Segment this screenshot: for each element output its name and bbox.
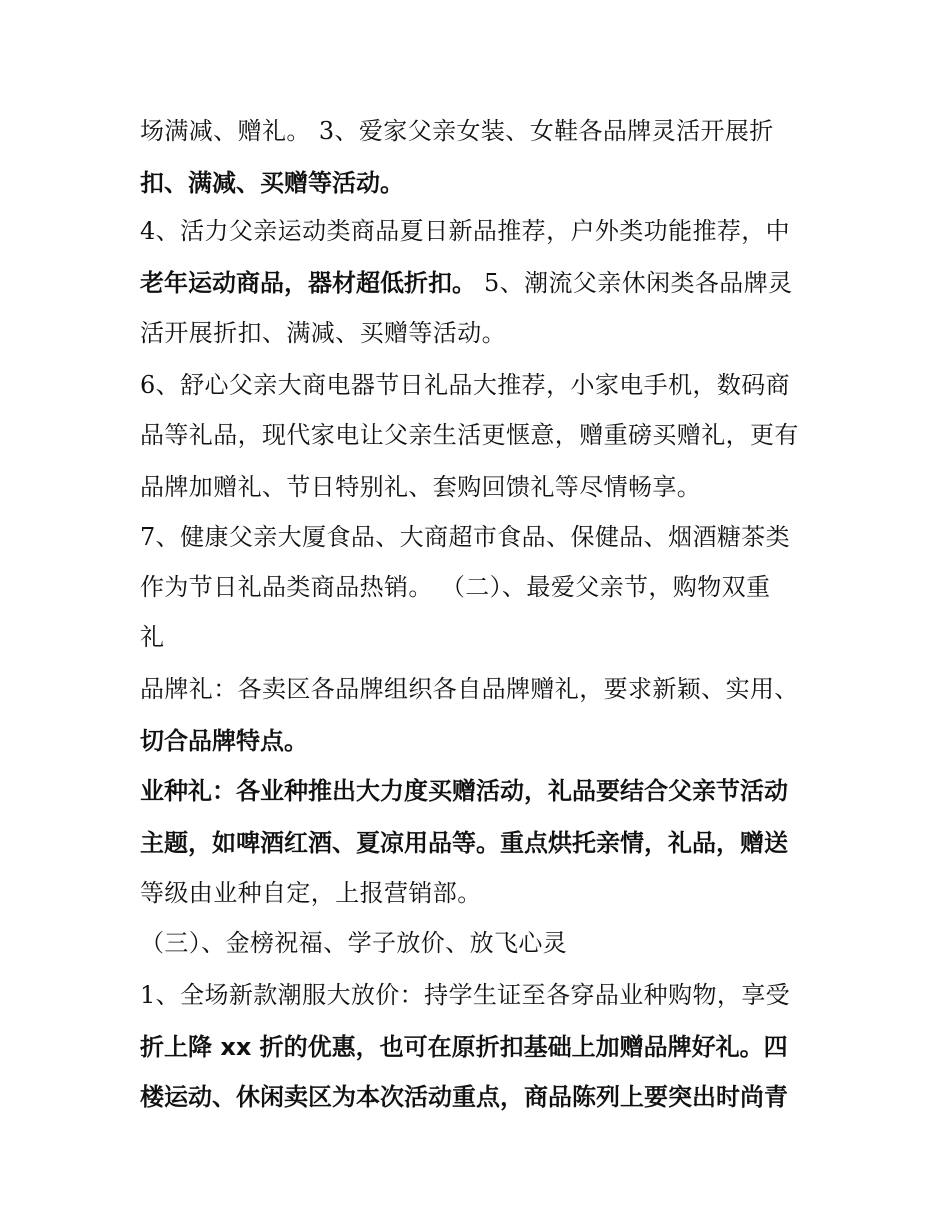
text-segment: 折上降 xx 折的优惠，也可在原折扣基础上加赠品牌好礼。四 bbox=[140, 1033, 788, 1061]
text-segment: 礼 bbox=[140, 623, 165, 651]
text-segment: 品等礼品，现代家电让父亲生活更惬意，赠重磅买赠礼，更有 bbox=[140, 421, 799, 449]
text-segment: 切合品牌特点。 bbox=[140, 727, 308, 755]
text-segment: 7、健康父亲大厦食品、大商超市食品、保健品、烟酒糖茶类 bbox=[140, 523, 791, 551]
text-segment: 楼运动、休闲卖区为本次活动重点，商品陈列上要突出时尚青 bbox=[140, 1083, 788, 1111]
text-line bbox=[140, 168, 404, 199]
text-line bbox=[140, 318, 506, 349]
text-line bbox=[140, 572, 770, 603]
text-line bbox=[140, 268, 793, 299]
text-line bbox=[140, 980, 790, 1011]
text-line bbox=[140, 928, 567, 959]
text-line bbox=[140, 776, 788, 807]
text-segment: 活开展折扣、满减、买赠等活动。 bbox=[140, 319, 506, 347]
text-line bbox=[140, 116, 774, 147]
text-line bbox=[140, 472, 701, 503]
text-line bbox=[140, 522, 790, 553]
text-segment: 5、潮流父亲休闲类各品牌灵 bbox=[476, 269, 793, 297]
text-line bbox=[140, 1082, 788, 1113]
text-segment: 6、舒心父亲大商电器节日礼品大推荐，小家电手机，数码商 bbox=[140, 371, 791, 399]
text-line bbox=[140, 828, 788, 859]
text-segment: 作为节日礼品类商品热销。 （二）、最爱父亲节，购物双重 bbox=[140, 573, 771, 601]
text-line bbox=[140, 370, 790, 401]
text-line bbox=[140, 726, 308, 757]
text-segment: 老年运动商品，器材超低折扣。 bbox=[140, 269, 476, 297]
text-segment: 主题，如啤酒红酒、夏凉用品等。重点烘托亲情，礼品，赠送 bbox=[140, 829, 788, 857]
text-line bbox=[140, 216, 790, 247]
text-segment: 业种礼：各业种推出大力度买赠活动，礼品要结合父亲节活动 bbox=[140, 777, 788, 805]
text-line bbox=[140, 1032, 788, 1063]
text-line bbox=[140, 622, 164, 653]
text-line bbox=[140, 420, 799, 451]
text-segment: 1、全场新款潮服大放价：持学生证至各穿品业种购物，享受 bbox=[140, 981, 791, 1009]
text-segment: 场满减、赠礼。 3、爱家父亲女装、女鞋各品牌灵活开展折 bbox=[140, 117, 774, 145]
text-segment: 品牌礼：各卖区各品牌组织各自品牌赠礼，要求新颖、实用、 bbox=[140, 675, 799, 703]
text-line bbox=[140, 674, 799, 705]
text-segment: 扣、满减、买赠等活动。 bbox=[140, 169, 404, 197]
text-segment: 4、活力父亲运动类商品夏日新品推荐，户外类功能推荐，中 bbox=[140, 217, 791, 245]
text-line bbox=[140, 878, 482, 909]
text-segment: 品牌加赠礼、节日特别礼、套购回馈礼等尽情畅享。 bbox=[140, 473, 702, 501]
text-segment: 等级由业种自定，上报营销部。 bbox=[140, 879, 482, 907]
text-segment: （三）、金榜祝福、学子放价、放飞心灵 bbox=[140, 929, 568, 957]
